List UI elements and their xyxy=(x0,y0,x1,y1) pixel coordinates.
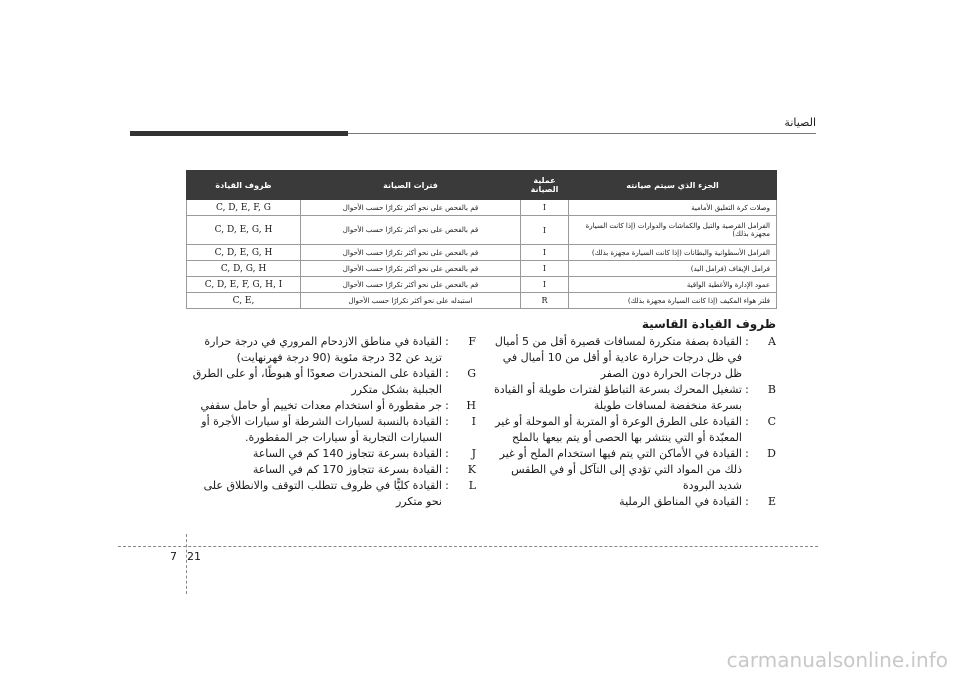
condition-key: J xyxy=(471,447,476,460)
condition-key: I xyxy=(471,415,476,428)
table-row xyxy=(187,245,777,261)
condition-separator: : xyxy=(745,447,749,460)
condition-text: القيادة بسرعة تتجاوز 170 كم في الساعة xyxy=(252,463,442,476)
driving-conditions-right xyxy=(494,316,776,510)
footer-rule xyxy=(118,546,818,547)
condition-key: B xyxy=(767,383,776,396)
condition-item xyxy=(494,414,776,446)
cell-part: فلتر هواء المكيف (إذا كانت السيارة مجهزة بذلك) xyxy=(569,293,777,309)
condition-item xyxy=(494,494,776,510)
condition-separator: : xyxy=(445,399,449,412)
condition-item xyxy=(186,462,476,478)
table-row xyxy=(187,261,777,277)
condition-text: القيادة في المناطق الرملية xyxy=(619,495,742,508)
condition-text: تشغيل المحرك بسرعة التباطؤ لفترات طويلة أو القيادة بسرعة منخفضة لمسافات طويلة xyxy=(494,383,742,412)
condition-item xyxy=(494,334,776,382)
cell-part: الفرامل الأسطوانية والبطانات (إذا كانت السيارة مجهزة بذلك) xyxy=(569,245,777,261)
condition-item xyxy=(186,478,476,510)
condition-text: القيادة بسرعة تتجاوز 140 كم في الساعة xyxy=(252,447,442,460)
cell-part: عمود الإدارة والأغطية الواقية xyxy=(569,277,777,293)
condition-separator: : xyxy=(445,367,449,380)
table-row xyxy=(187,216,777,245)
condition-item xyxy=(494,446,776,494)
header-operation: عملية الصيانة xyxy=(521,171,569,200)
condition-separator: : xyxy=(745,415,749,428)
cell-interval: قم بالفحص على نحو أكثر تكرارًا حسب الأحوال xyxy=(301,200,521,216)
header-part: الجزء الذي سيتم صيانته xyxy=(569,171,777,200)
table-row xyxy=(187,200,777,216)
header-interval: فترات الصيانة xyxy=(301,171,521,200)
cell-part: فرامل الإيقاف (فرامل اليد) xyxy=(569,261,777,277)
maintenance-table xyxy=(186,170,777,309)
conditions-title: ظروف القيادة القاسية xyxy=(641,317,776,331)
cell-interval: استبدله على نحو أكثر تكرارًا حسب الأحوال xyxy=(301,293,521,309)
condition-item xyxy=(186,334,476,366)
cell-operation: I xyxy=(521,216,569,245)
condition-separator: : xyxy=(445,463,449,476)
condition-separator: : xyxy=(445,335,449,348)
cell-operation: I xyxy=(521,277,569,293)
cell-part: الفرامل القرصية والتيل والكماشات والدوارات (إذا كانت السيارة مجهزة بذلك) xyxy=(569,216,777,245)
page-title: الصيانة xyxy=(784,116,816,129)
cell-conditions: C, D, G, H xyxy=(187,261,301,277)
condition-text: جر مقطورة أو استخدام معدات تخييم أو حامل سقفي xyxy=(200,399,442,412)
condition-separator: : xyxy=(745,495,749,508)
cell-operation: I xyxy=(521,245,569,261)
condition-key: G xyxy=(467,367,476,380)
condition-separator: : xyxy=(445,479,449,492)
condition-item xyxy=(186,446,476,462)
cell-conditions: C, D, E, F, G xyxy=(187,200,301,216)
cell-interval: قم بالفحص على نحو أكثر تكرارًا حسب الأحوال xyxy=(301,245,521,261)
condition-item xyxy=(186,398,476,414)
cell-interval: قم بالفحص على نحو أكثر تكرارًا حسب الأحوال xyxy=(301,277,521,293)
table-row xyxy=(187,293,777,309)
condition-key: H xyxy=(466,399,476,412)
cell-operation: R xyxy=(521,293,569,309)
condition-key: A xyxy=(768,335,776,348)
condition-key: K xyxy=(467,463,476,476)
cell-conditions: C, D, E, F, G, H, I xyxy=(187,277,301,293)
condition-key: E xyxy=(767,495,776,508)
condition-text: القيادة كليًّا في ظروف تتطلب التوقف والانطلاق على نحو متكرر xyxy=(203,479,442,508)
cell-operation: I xyxy=(521,261,569,277)
page-header xyxy=(130,110,816,140)
chapter-number: 7 xyxy=(170,550,177,563)
cell-conditions: C, D, E, G, H xyxy=(187,216,301,245)
condition-text: القيادة في الأماكن التي يتم فيها استخدام الملح أو غير ذلك من المواد التي تؤدي إلى التآكل أو في الطقس شديد البرودة xyxy=(499,447,742,492)
condition-key: F xyxy=(468,335,476,348)
footer-divider xyxy=(186,534,187,594)
table-header-row xyxy=(187,171,777,200)
cell-interval: قم بالفحص على نحو أكثر تكرارًا حسب الأحوال xyxy=(301,261,521,277)
header-conditions: ظروف القيادة xyxy=(187,171,301,200)
condition-item xyxy=(186,414,476,446)
cell-interval: قم بالفحص على نحو أكثر تكرارًا حسب الأحوال xyxy=(301,216,521,245)
condition-text: القيادة على المنحدرات صعودًا أو هبوطًا، أو على الطرق الجبلية بشكل متكرر xyxy=(192,367,442,396)
table-row xyxy=(187,277,777,293)
condition-text: القيادة بالنسبة لسيارات الشرطة أو سيارات الأجرة أو السيارات التجارية أو سيارات جر المقطورة. xyxy=(201,415,442,444)
condition-key: C xyxy=(767,415,776,428)
condition-separator: : xyxy=(445,415,449,428)
condition-text: القيادة في مناطق الازدحام المروري في درجة حرارة تزيد عن 32 درجة مئوية (90 درجة فهرنهايت) xyxy=(204,335,442,364)
page-number xyxy=(170,550,201,563)
cell-operation: I xyxy=(521,200,569,216)
condition-text: القيادة بصفة متكررة لمسافات قصيرة أقل من 5 أميال في ظل درجات حرارة عادية أو أقل من 10 أميال في ظل درجات الحرارة دون الصفر xyxy=(494,335,742,380)
condition-separator: : xyxy=(745,335,749,348)
cell-conditions: C, D, E, G, H xyxy=(187,245,301,261)
page-index: 21 xyxy=(187,550,201,563)
condition-key: L xyxy=(468,479,476,492)
condition-item xyxy=(186,366,476,398)
condition-text: القيادة على الطرق الوعرة أو المتربة أو الموحلة أو غير المعبّدة أو التي ينتشر بها الحصى أو يتم بيعها بالملح xyxy=(495,415,742,444)
cell-part: وصلات كرة التعليق الأمامية xyxy=(569,200,777,216)
header-rule-accent xyxy=(130,131,348,136)
condition-separator: : xyxy=(445,447,449,460)
condition-separator: : xyxy=(745,383,749,396)
condition-item xyxy=(494,382,776,414)
cell-conditions: C, E, xyxy=(187,293,301,309)
driving-conditions-left xyxy=(186,334,476,510)
condition-key: D xyxy=(767,447,776,460)
watermark: carmanualsonline.info xyxy=(726,648,948,672)
